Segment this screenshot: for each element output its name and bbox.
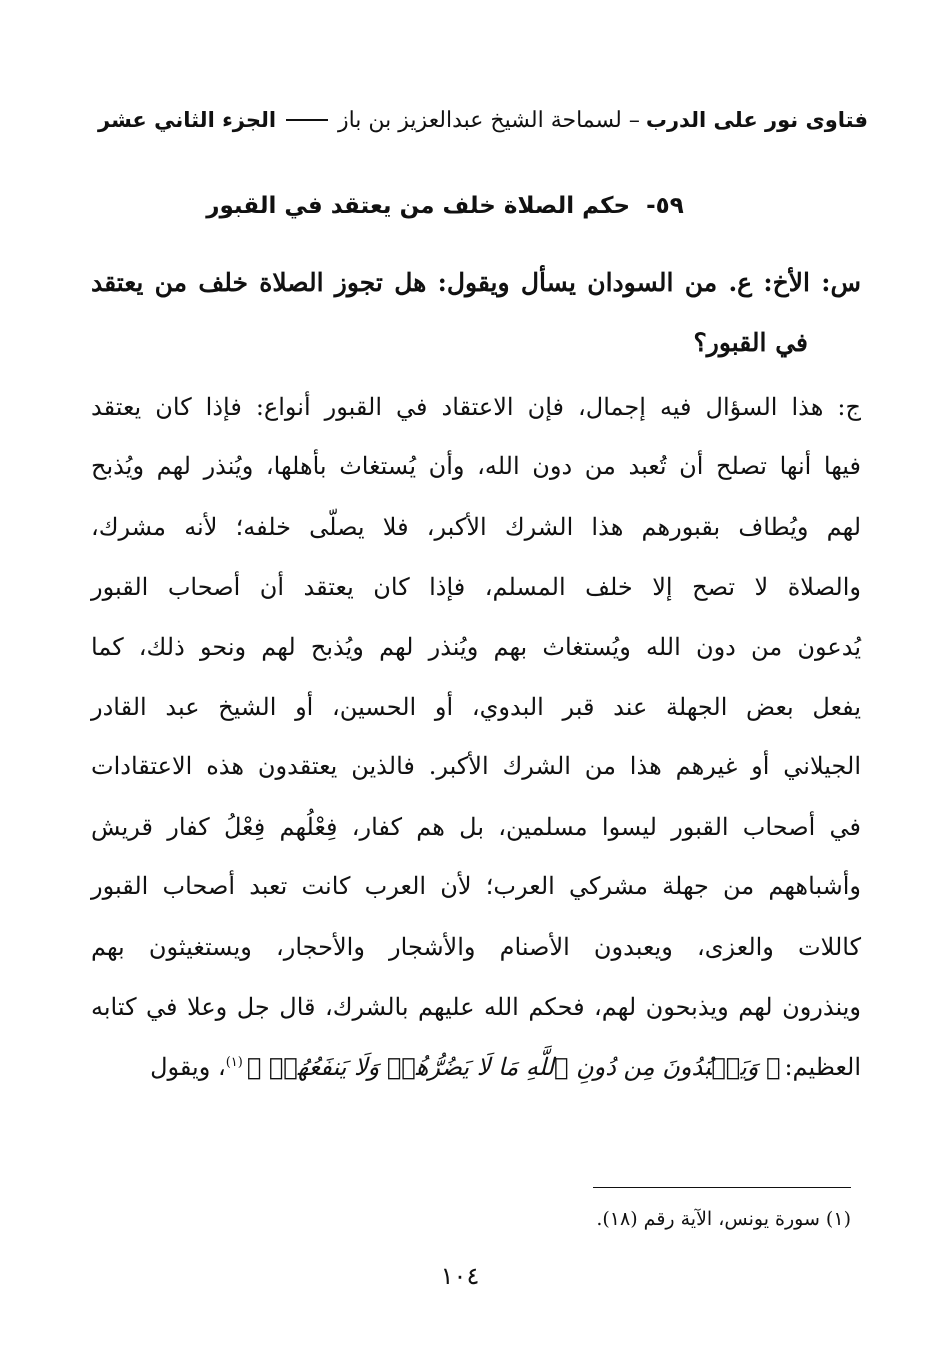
header-rule xyxy=(286,119,328,121)
footnote-divider xyxy=(593,1187,851,1188)
author-name: – لسماحة الشيخ عبدالعزيز بن باز xyxy=(337,107,640,133)
answer-line: يفعل بعض الجهلة عند قبر البدوي، أو الحسين، أو الشيخ عبد القادر xyxy=(91,693,861,721)
answer-line: لهم ويُطاف بقبورهم هذا الشرك الأكبر، فلا يصلّى خلفه؛ لأنه مشرك، xyxy=(91,513,861,541)
answer-line: كاللات والعزى، ويعبدون الأصنام والأشجار والأحجار، ويستغيثون بهم xyxy=(91,933,861,961)
quran-verse: ﴿ وَيَعۡبُدُونَ مِن دُونِ ٱللَّهِ مَا لَا يَضُرُّهُمۡ وَلَا يَنفَعُهُمۡ ﴾ xyxy=(246,1053,781,1081)
footnote-reference: (١) xyxy=(225,1055,243,1070)
volume-part: الجزء الثاني عشر xyxy=(98,108,277,132)
section-number: ٥٩- xyxy=(646,193,684,219)
answer-line: في أصحاب القبور ليسوا مسلمين، بل هم كفار، فِعْلُهم فِعْلُ كفار قريش xyxy=(91,813,861,841)
answer-line: الجيلاني أو غيرهم هذا من الشرك الأكبر. فالذين يعتقدون هذه الاعتقادات xyxy=(91,752,862,780)
answer-line: يُدعون من دون الله ويُستغاث بهم ويُنذر لهم ويُذبح لهم ونحو ذلك، كما xyxy=(91,633,861,661)
line-end-text: ، ويقول xyxy=(150,1053,226,1081)
running-head xyxy=(98,100,868,140)
answer-line: وينذرون لهم ويذبحون لهم، فحكم الله عليهم بالشرك، قال جل وعلا في كتابه xyxy=(91,993,861,1021)
question-line: س: الأخ: ع. من السودان يسأل ويقول: هل تجوز الصلاة خلف من يعتقد xyxy=(91,268,861,297)
answer-line-with-verse xyxy=(91,1053,861,1081)
answer-line: والصلاة لا تصح إلا خلف المسلم، فإذا كان يعتقد أن أصحاب القبور xyxy=(91,573,862,601)
section-heading xyxy=(200,193,690,219)
question-line: في القبور؟ xyxy=(693,328,808,357)
section-title-text: حكم الصلاة خلف من يعتقد في القبور xyxy=(206,193,631,219)
page-number: ١٠٤ xyxy=(440,1262,480,1290)
line-start-text: العظيم: xyxy=(784,1053,861,1081)
answer-line: فيها أنها تصلح أن تُعبد من دون الله، وأن يُستغاث بأهلها، ويُنذر لهم ويُذبح xyxy=(91,452,861,480)
answer-line: وأشباههم من جهلة مشركي العرب؛ لأن العرب كانت تعبد أصحاب القبور xyxy=(91,872,861,900)
answer-line: ج: هذا السؤال فيه إجمال، فإن الاعتقاد في القبور أنواع: فإذا كان يعتقد xyxy=(91,393,861,421)
book-title: فتاوى نور على الدرب xyxy=(645,108,868,132)
footnote-text: (١) سورة يونس، الآية رقم (١٨). xyxy=(596,1208,851,1230)
